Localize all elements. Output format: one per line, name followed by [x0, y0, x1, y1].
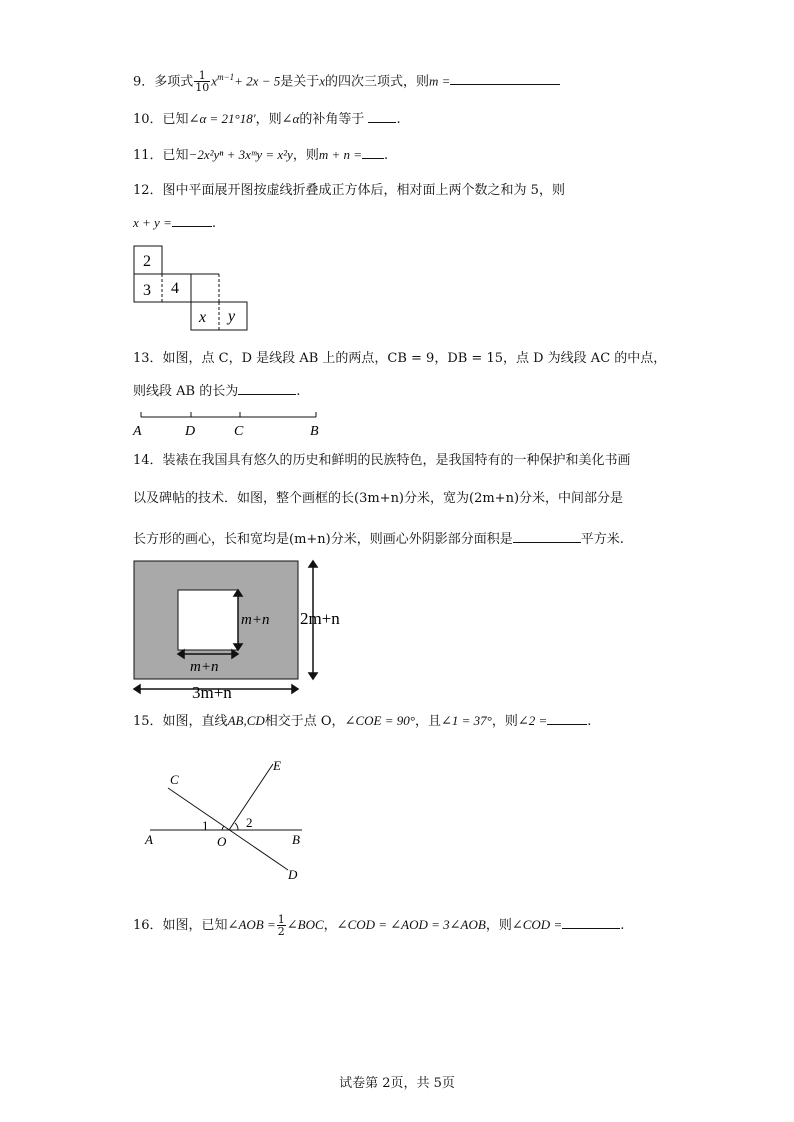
page-footer: 试卷第 2页，共 5页: [339, 1076, 455, 1091]
point-label: C: [234, 424, 244, 439]
q15-math-2: ∠COE = 90°: [344, 713, 415, 728]
q11-math: −2x²yⁿ + 3xᵐy = x²y: [188, 147, 293, 162]
q15-end: .: [587, 714, 592, 729]
fraction: [277, 914, 286, 937]
question-15: [133, 712, 591, 731]
question-number: 16．: [133, 918, 163, 933]
q11-math-2: m + n =: [318, 147, 363, 162]
q9-exponent: m−1: [217, 72, 235, 82]
question-number: 10．: [133, 112, 163, 127]
q14-text-4: 平方米.: [580, 532, 624, 547]
q10-math-2: ∠α: [281, 111, 300, 126]
q13-text-2: 则线段 AB 的长为: [133, 384, 239, 399]
segment-figure: [130, 408, 330, 440]
q16-text-3: ，则: [485, 918, 512, 933]
fraction-numerator: 1: [194, 70, 210, 82]
answer-blank[interactable]: [172, 214, 212, 227]
answer-blank[interactable]: [513, 530, 581, 543]
answer-blank[interactable]: [368, 110, 396, 123]
q16-math: ∠AOB =: [227, 917, 276, 932]
q11-end: .: [384, 148, 389, 163]
point-label: D: [185, 424, 196, 439]
q16-math-4: ∠COD =: [511, 917, 563, 932]
q14-text-3: 长方形的画心，长和宽均是(m+n)分米，则画心外阴影部分面积是: [133, 532, 513, 547]
q9-answer-lhs: m =: [429, 73, 451, 89]
point-label: E: [273, 758, 281, 773]
q10-math: ∠α = 21°18′: [188, 111, 256, 126]
intersecting-lines-figure: [140, 752, 320, 888]
q16-math-2: ∠BOC: [286, 917, 324, 932]
point-label: D: [288, 867, 298, 882]
question-number: 13．: [133, 351, 163, 366]
q13-text: 如图，点 C，D 是线段 AB 上的两点，CB = 9，DB = 15，点 D 为线段 AC 的中点，: [162, 351, 667, 366]
question-14: [133, 452, 631, 470]
q16-end: .: [620, 918, 625, 933]
dimension-label: m+n: [241, 612, 270, 628]
q15-text-3: ，且: [414, 714, 441, 729]
cube-cell-label: 4: [171, 280, 179, 297]
answer-blank[interactable]: [562, 916, 620, 929]
answer-blank[interactable]: [450, 72, 560, 85]
q16-text-2: ，: [323, 918, 337, 933]
question-12-line-2: [133, 214, 216, 233]
answer-blank[interactable]: [238, 382, 296, 395]
point-label: B: [310, 424, 319, 439]
question-12: [133, 182, 565, 200]
q12-end: .: [211, 216, 216, 231]
question-number: 14．: [133, 453, 163, 468]
point-label: A: [145, 832, 153, 847]
q14-text: 装裱在我国具有悠久的历史和鲜明的民族特色，是我国特有的一种保护和美化书画: [162, 453, 631, 468]
fraction: [194, 70, 210, 93]
q16-math-3: ∠COD = ∠AOD = 3∠AOB: [336, 917, 486, 932]
q13-end: .: [296, 384, 301, 399]
cube-net-figure: [132, 244, 252, 334]
fraction-denominator: 2: [277, 925, 285, 938]
cube-cell-label: 3: [143, 282, 151, 299]
question-number: 11．: [133, 148, 163, 163]
question-11: [133, 146, 388, 165]
cube-cell-label: y: [228, 308, 236, 325]
frame-figure: [130, 558, 355, 702]
q15-math-4: ∠2 =: [517, 713, 548, 728]
q15-math: AB,CD: [227, 713, 265, 728]
cube-cell-label: x: [199, 309, 207, 326]
point-label: C: [170, 772, 179, 787]
q10-text-3: 的补角等于: [299, 112, 365, 127]
point-label: O: [217, 834, 227, 849]
question-9: [133, 68, 560, 93]
fraction-denominator: 10: [195, 81, 210, 95]
question-number: 9．: [133, 74, 155, 90]
q9-math: x: [211, 73, 218, 89]
dimension-label: 2m+n: [300, 609, 340, 628]
q9-variable: x: [319, 73, 326, 89]
point-label: A: [133, 424, 142, 439]
dimension-label: m+n: [190, 659, 219, 675]
cube-cell-label: 2: [143, 253, 151, 270]
q15-text: 如图，直线: [162, 714, 228, 729]
question-16: [133, 914, 624, 937]
q11-text: 已知: [162, 148, 189, 163]
q9-text: 多项式: [154, 74, 194, 90]
question-number: 15．: [133, 714, 163, 729]
q16-text: 如图，已知: [162, 918, 228, 933]
q10-text-2: ，则: [255, 112, 282, 127]
q9-text-3: 的四次三项式，则: [325, 74, 430, 90]
question-14-line-2: [133, 490, 623, 508]
inner-picture: [178, 590, 238, 650]
point-label: B: [292, 832, 300, 847]
answer-blank[interactable]: [362, 146, 384, 159]
question-13-line-2: [133, 382, 300, 401]
q14-text-2: 以及碑帖的技术．如图，整个画框的长(3m+n)分米，宽为(2m+n)分米，中间部分是: [133, 491, 624, 506]
q15-math-3: ∠1 = 37°: [440, 713, 492, 728]
question-13: [133, 350, 666, 368]
angle-label: 1: [202, 818, 209, 833]
q15-text-2: 相交于点 O，: [264, 714, 345, 729]
question-14-line-3: [133, 530, 624, 549]
fraction-numerator: 1: [277, 913, 285, 926]
answer-blank[interactable]: [547, 712, 587, 725]
q9-math-2: + 2x − 5: [234, 73, 281, 89]
q12-math: x + y =: [133, 215, 172, 230]
q9-text-2: 是关于: [280, 74, 320, 90]
dimension-label: 3m+n: [192, 683, 232, 702]
q12-text: 图中平面展开图按虚线折叠成正方体后，相对面上两个数之和为 5，则: [162, 183, 565, 198]
q15-text-4: ，则: [491, 714, 518, 729]
angle-label: 2: [246, 815, 253, 830]
question-number: 12．: [133, 183, 163, 198]
q10-text: 已知: [162, 112, 189, 127]
question-10: 10．已知∠α = 21°18′，则∠α的补角等于 .: [133, 111, 401, 127]
q11-text-2: ，则: [292, 148, 319, 163]
